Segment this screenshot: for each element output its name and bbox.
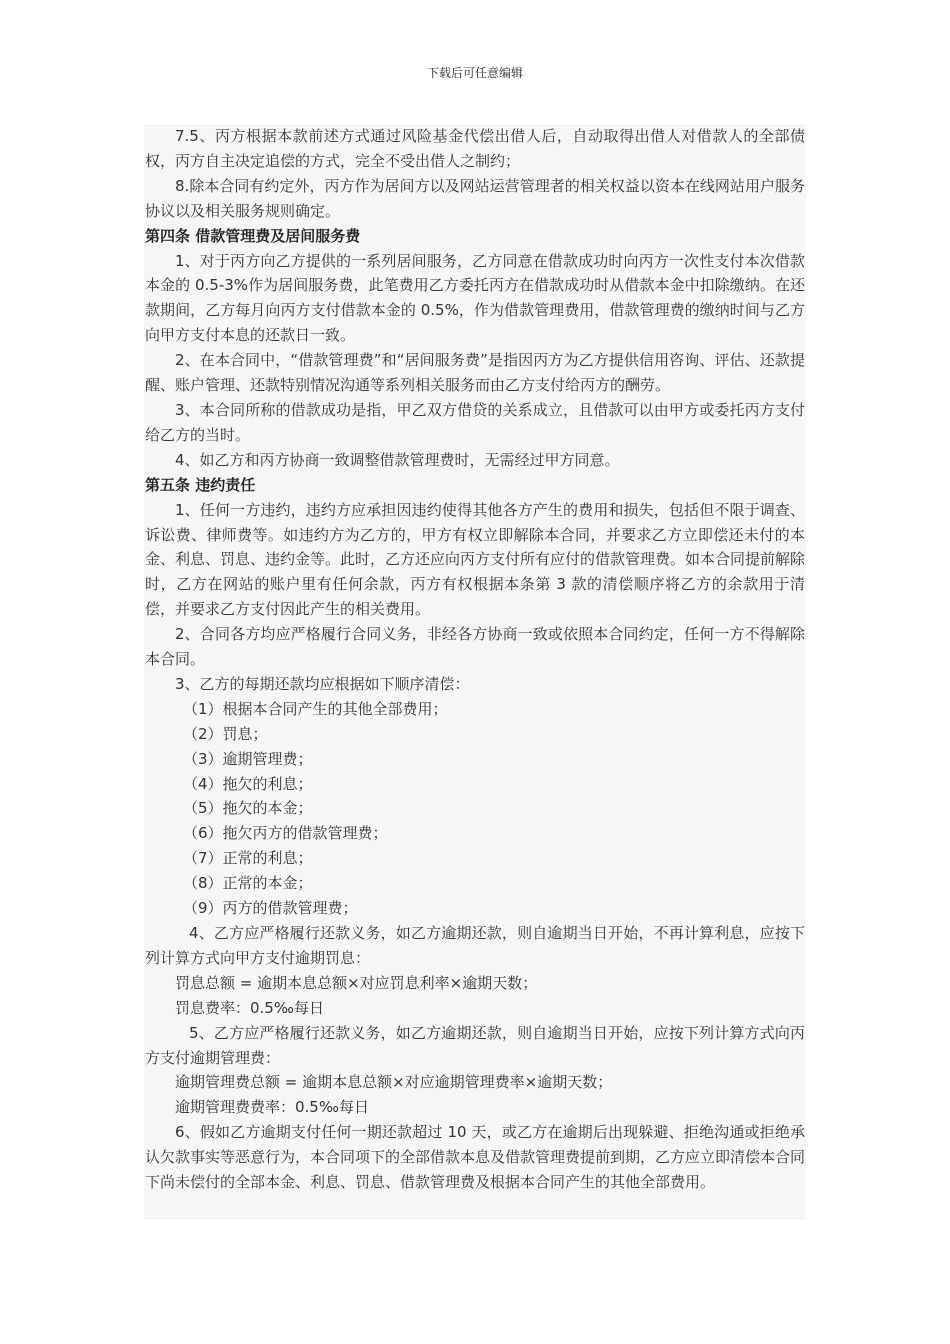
article-4-clause-1: 1、对于丙方向乙方提供的一系列居间服务，乙方同意在借款成功时向丙方一次性支付本次借款本金的 0.5-3%作为居间服务费，此笔费用乙方委托丙方在借款成功时从借款本金中扣除缴纳。在还款期间，乙方每月向丙方支付借款本金的 0.5%，作为借款管理费用，借款管理费的缴纳时间与乙方向甲方支付本息的还款日一致。 bbox=[145, 251, 805, 345]
list-item: （7）正常的利息； bbox=[183, 849, 313, 868]
repayment-order-list bbox=[145, 697, 805, 921]
article-5-clause-3: 3、乙方的每期还款均应根据如下顺序清偿： bbox=[175, 674, 470, 693]
overdue-fee-formula: 逾期管理费总额 = 逾期本息总额×对应逾期管理费率×逾期天数； bbox=[175, 1073, 613, 1092]
list-item: （2）罚息； bbox=[183, 724, 268, 743]
penalty-rate: 罚息费率：0.5‰每日 bbox=[175, 998, 324, 1017]
article-4-clause-2: 2、在本合同中，“借款管理费”和“居间服务费”是指因丙方为乙方提供信用咨询、评估、还款提醒、账户管理、还款特别情况沟通等系列相关服务而由乙方支付给丙方的酬劳。 bbox=[145, 351, 805, 395]
article-4-heading: 第四条 借款管理费及居间服务费 bbox=[145, 226, 361, 245]
page-header: 下载后可任意编辑 bbox=[426, 66, 523, 80]
penalty-formula: 罚息总额 = 逾期本息总额×对应罚息利率×逾期天数； bbox=[175, 973, 538, 992]
list-item: （3）逾期管理费； bbox=[183, 749, 313, 768]
overdue-fee-rate: 逾期管理费费率：0.5‰每日 bbox=[175, 1098, 369, 1117]
article-5-clause-1: 1、任何一方违约，违约方应承担因违约使得其他各方产生的费用和损失，包括但不限于调查、诉讼费、律师费等。如违约方为乙方的，甲方有权立即解除本合同，并要求乙方立即偿还未付的本金、利息、罚息、违约金等。此时，乙方还应向丙方支付所有应付的借款管理费。如本合同提前解除时，乙方在网站的账户里有任何余款，丙方有权根据本条第 3 款的清偿顺序将乙方的余款用于清偿，并要求乙方支付因此产生的相关费用。 bbox=[145, 500, 806, 619]
article-5-heading: 第五条 违约责任 bbox=[145, 475, 256, 494]
paragraph-8: 8.除本合同有约定外，丙方作为居间方以及网站运营管理者的相关权益以资本在线网站用户服务协议以及相关服务规则确定。 bbox=[145, 176, 805, 220]
list-item: （9）丙方的借款管理费； bbox=[183, 899, 358, 918]
document-body bbox=[144, 124, 806, 1220]
list-item: （4）拖欠的利息； bbox=[183, 774, 313, 793]
article-5-clause-5: 5、乙方应严格履行还款义务，如乙方逾期还款，则自逾期当日开始，应按下列计算方式向丙方支付逾期管理费： bbox=[145, 1023, 805, 1067]
list-item: （6）拖欠丙方的借款管理费； bbox=[183, 824, 388, 843]
article-4-clause-3: 3、本合同所称的借款成功是指，甲乙双方借贷的关系成立，且借款可以由甲方或委托丙方支付给乙方的当时。 bbox=[145, 400, 805, 444]
list-item: （5）拖欠的本金； bbox=[183, 799, 313, 818]
article-5-clause-4: 4、乙方应严格履行还款义务，如乙方逾期还款，则自逾期当日开始，不再计算利息，应按下列计算方式向甲方支付逾期罚息： bbox=[145, 924, 805, 967]
article-5-clause-2: 2、合同各方均应严格履行合同义务，非经各方协商一致或依照本合同约定，任何一方不得解除本合同。 bbox=[145, 625, 805, 669]
paragraph-7-5: 7.5、丙方根据本款前述方式通过风险基金代偿出借人后，自动取得出借人对借款人的全部债权，丙方自主决定追偿的方式，完全不受出借人之制约； bbox=[145, 127, 805, 170]
list-item: （1）根据本合同产生的其他全部费用； bbox=[183, 699, 448, 718]
list-item: （8）正常的本金； bbox=[183, 874, 313, 893]
article-4-clause-4: 4、如乙方和丙方协商一致调整借款管理费时，无需经过甲方同意。 bbox=[175, 450, 620, 469]
article-5-clause-6: 6、假如乙方逾期支付任何一期还款超过 10 天，或乙方在逾期后出现躲避、拒绝沟通或拒绝承认欠款事实等恶意行为，本合同项下的全部借款本息及借款管理费提前到期，乙方应立即清偿本合同下尚未偿付的全部本金、利息、罚息、借款管理费及根据本合同产生的其他全部费用。 bbox=[145, 1123, 806, 1192]
